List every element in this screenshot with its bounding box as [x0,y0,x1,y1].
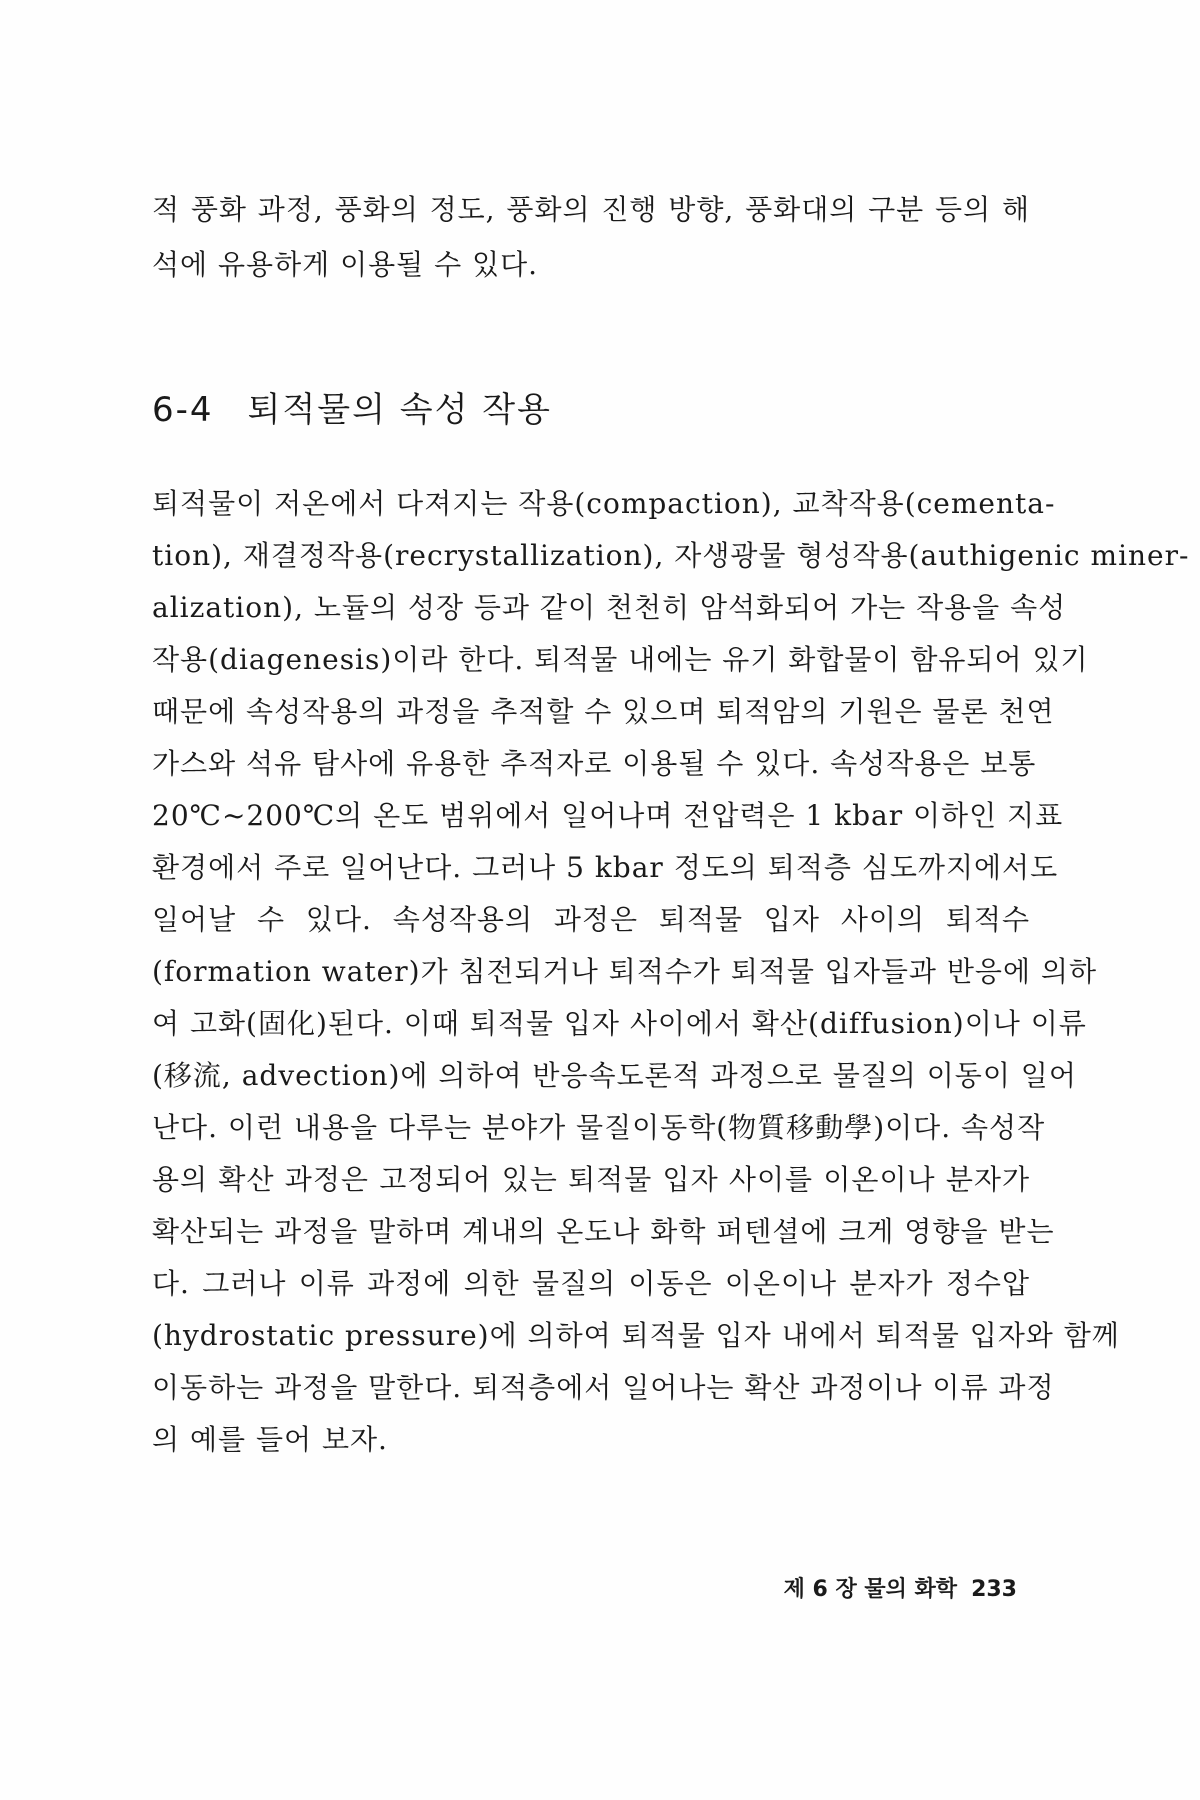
section-number: 6-4 [152,390,214,430]
body-line: 의 예를 들어 보자. [152,1423,388,1456]
body-line: 퇴적물이 저온에서 다져지는 작용(compaction), 교착작용(cementa- [152,487,1056,520]
section-heading [152,388,552,432]
intro-line: 석에 유용하게 이용될 수 있다. [152,248,539,281]
chapter-title: 제 6 장 물의 화학 [783,1577,958,1602]
body-line: 다. 그러나 이류 과정에 의한 물질의 이동은 이온이나 분자가 정수압 [152,1267,1030,1300]
body-line: 환경에서 주로 일어난다. 그러나 5 kbar 정도의 퇴적층 심도까지에서도 [152,851,1059,884]
page-footer [784,1572,1017,1603]
body-line: 일어날 수 있다. 속성작용의 과정은 퇴적물 입자 사이의 퇴적수 [152,903,1030,936]
body-line: 작용(diagenesis)이라 한다. 퇴적물 내에는 유기 화합물이 함유되어 있기 [152,643,1089,676]
body-line: tion), 재결정작용(recrystallization), 자생광물 형성작용(authigenic miner- [152,539,1190,572]
body-line: 이동하는 과정을 말한다. 퇴적층에서 일어나는 확산 과정이나 이류 과정 [152,1371,1055,1404]
section-title: 퇴적물의 속성 작용 [247,390,552,430]
intro-line: 적 풍화 과정, 풍화의 정도, 풍화의 진행 방향, 풍화대의 구분 등의 해 [152,193,1030,226]
body-line: (formation water)가 침전되거나 퇴적수가 퇴적물 입자들과 반응에 의하 [152,955,1098,988]
body-line: 가스와 석유 탐사에 유용한 추적자로 이용될 수 있다. 속성작용은 보통 [152,747,1037,780]
body-line: 용의 확산 과정은 고정되어 있는 퇴적물 입자 사이를 이온이나 분자가 [152,1163,1030,1196]
body-line: (hydrostatic pressure)에 의하여 퇴적물 입자 내에서 퇴적물 입자와 함께 [152,1319,1120,1352]
body-line: 때문에 속성작용의 과정을 추적할 수 있으며 퇴적암의 기원은 물론 천연 [152,695,1055,728]
body-line: alization), 노듈의 성장 등과 같이 천천히 암석화되어 가는 작용을 속성 [152,591,1067,624]
body-line: 20℃~200℃의 온도 범위에서 일어나며 전압력은 1 kbar 이하인 지표 [152,799,1064,832]
body-line: 난다. 이런 내용을 다루는 분야가 물질이동학(物質移動學)이다. 속성작 [152,1111,1046,1144]
body-line: 확산되는 과정을 말하며 계내의 온도나 화학 퍼텐셜에 크게 영향을 받는 [152,1215,1055,1248]
body-line: (移流, advection)에 의하여 반응속도론적 과정으로 물질의 이동이 일어 [152,1059,1077,1092]
body-line: 여 고화(固化)된다. 이때 퇴적물 입자 사이에서 확산(diffusion)이나 이류 [152,1007,1087,1040]
page-number: 233 [971,1577,1017,1602]
